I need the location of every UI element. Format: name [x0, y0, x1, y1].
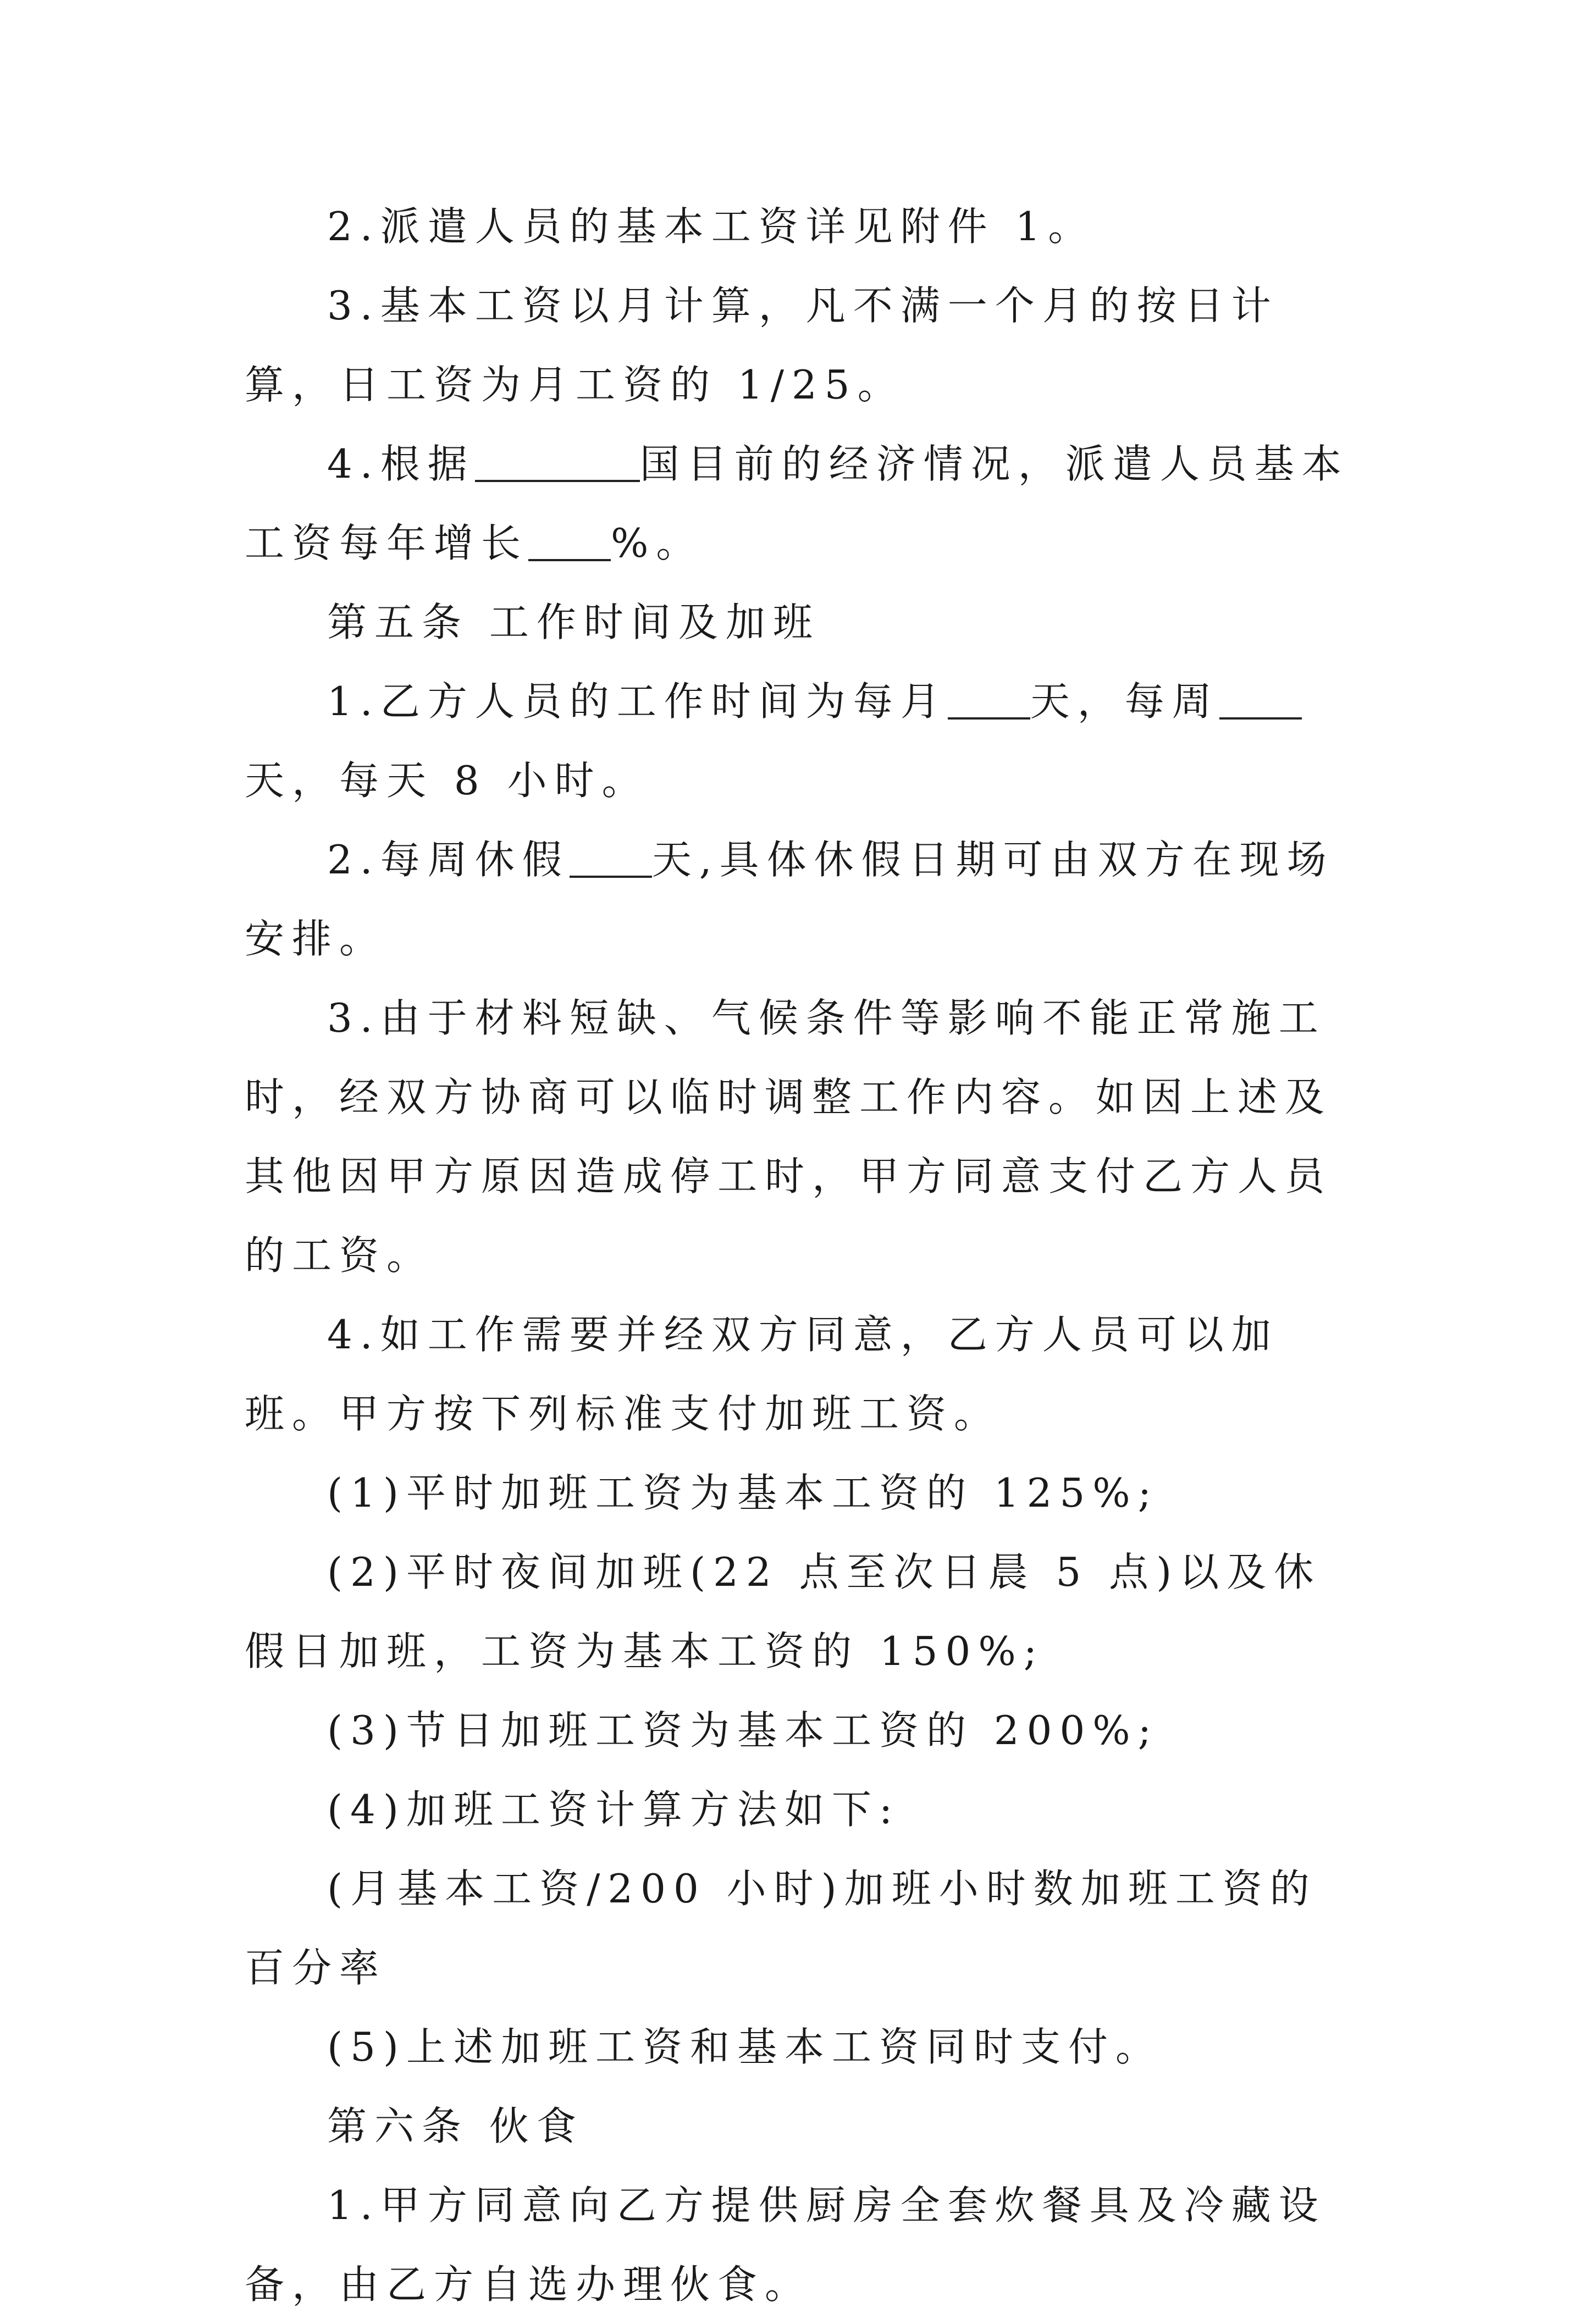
paragraph-salary-calculation: 3.基本工资以月计算，凡不满一个月的按日计算，日工资为月工资的 1/25。 — [245, 283, 1279, 408]
work-time-text-3: 天，每天 8 小时。 — [245, 757, 649, 804]
section-heading-work-hours: 第五条 工作时间及加班 — [327, 599, 820, 645]
weekly-rest-text-1: 2.每周休假 — [327, 837, 570, 883]
paragraph-overtime-formula: (月基本工资/200 小时)加班小时数加班工资的百分率 — [245, 1866, 1317, 1991]
paragraph-work-time — [245, 662, 1355, 820]
section-heading-meals: 第六条 伙食 — [327, 2103, 584, 2149]
weekly-rest-text-2: 天,具体休假日期可由双方在现场安排。 — [245, 837, 1334, 962]
paragraph-base-salary-annex: 2.派遣人员的基本工资详见附件 1。 — [327, 203, 1096, 250]
paragraph-salary-growth — [245, 424, 1355, 583]
paragraph-overtime-holiday: (3)节日加班工资为基本工资的 200%; — [327, 1707, 1159, 1753]
paragraph-weekly-rest — [245, 820, 1355, 978]
country-blank — [475, 447, 640, 482]
paragraph-kitchen: 1.甲方同意向乙方提供厨房全套炊餐具及冷藏设备，由乙方自选办理伙食。 — [245, 2182, 1326, 2308]
paragraph-overtime-standard: 4.如工作需要并经双方同意，乙方人员可以加班。甲方按下列标准支付加班工资。 — [245, 1312, 1279, 1437]
salary-growth-text-2: 国目前的经济情况，派遣人员基本工资每年增长 — [245, 441, 1349, 566]
salary-growth-text-1: 4.根据 — [327, 441, 475, 487]
paragraph-overtime-payment: (5)上述加班工资和基本工资同时支付。 — [327, 2024, 1163, 2070]
paragraph-overtime-method: (4)加班工资计算方法如下: — [327, 1786, 901, 1833]
work-time-text-2: 天，每周 — [1030, 678, 1219, 724]
paragraph-work-stoppage: 3.由于材料短缺、气候条件等影响不能正常施工时，经双方协商可以临时调整工作内容。如因上述及其他因甲方原因造成停工时，甲方同意支付乙方人员的工资。 — [245, 995, 1333, 1279]
rest-days-blank — [570, 843, 652, 878]
days-per-month-blank — [948, 684, 1030, 720]
paragraph-overtime-regular: (1)平时加班工资为基本工资的 125%; — [327, 1470, 1159, 1516]
document-body — [245, 187, 1355, 2324]
paragraph-overtime-night: (2)平时夜间加班(22 点至次日晨 5 点)以及休假日加班，工资为基本工资的 150%; — [245, 1549, 1322, 1674]
work-time-text-1: 1.乙方人员的工作时间为每月 — [327, 678, 948, 724]
growth-percent-blank — [528, 526, 611, 561]
days-per-week-blank — [1219, 684, 1302, 720]
salary-growth-text-3: %。 — [611, 520, 704, 566]
